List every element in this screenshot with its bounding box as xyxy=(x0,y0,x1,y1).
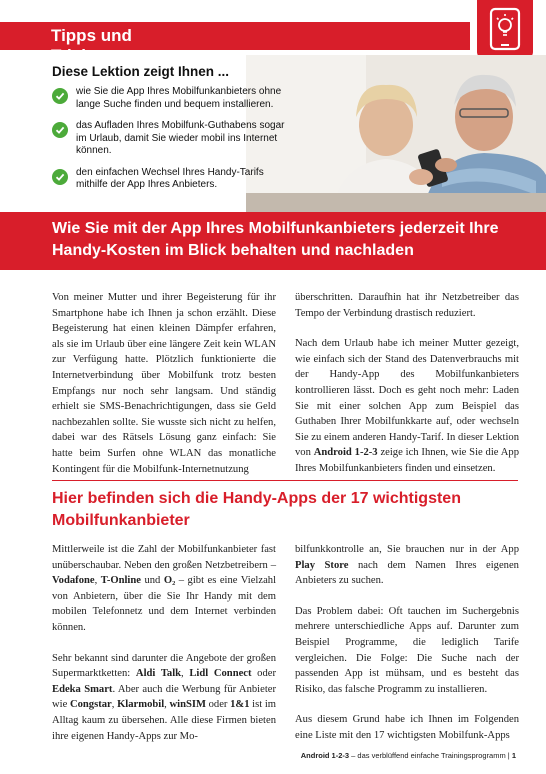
smartphone-lightbulb-icon xyxy=(489,7,521,51)
text-run: Mittlerweile ist die Zahl der Mobilfunkanbieter fast unüberschaubar. Neben den großen Netzbetreibern – xyxy=(52,544,276,571)
app-name: Play Store xyxy=(295,559,349,571)
section2-paragraph xyxy=(52,651,276,745)
provider-name: Edeka Smart xyxy=(52,683,113,695)
section-divider xyxy=(52,480,518,481)
text-run: und xyxy=(140,575,164,587)
text-run: nach dem Namen Ihres eigenen Anbieters zu suchen. xyxy=(295,559,519,587)
text-run: , xyxy=(164,699,170,711)
lesson-list xyxy=(52,86,292,192)
list-item-text: den einfachen Wechsel Ihres Handy-Tarifs mithilfe der App Ihres Anbieters. xyxy=(76,166,264,190)
text-run: zeige ich Ihnen, wie Sie die App Ihres Mobilfunkanbieters finden und einsetzen. xyxy=(295,447,520,474)
text-run: . Aber auch die Werbung für Anbieter wie xyxy=(52,683,276,711)
provider-name: Congstar xyxy=(69,699,112,711)
text-run: Sehr bekannt sind darunter die Angebote der großen Supermarktketten: xyxy=(52,652,276,680)
article1-right-column xyxy=(295,290,519,492)
checkmark-icon xyxy=(52,122,68,138)
list-item xyxy=(52,120,292,158)
lesson-heading: Diese Lektion zeigt Ihnen ... xyxy=(52,64,230,79)
article1-left-column xyxy=(52,290,276,492)
text-run: oder xyxy=(251,668,277,680)
article-headline: Wie Sie mit der App Ihres Mobilfunkanbieters jederzeit Ihre Handy-Kosten im Blick behalten und nachladen xyxy=(0,212,546,270)
product-name: Android 1-2-3 xyxy=(313,447,378,459)
footer-tagline: – das verblüffend einfache Trainingsprogramm xyxy=(349,751,506,760)
checkmark-icon xyxy=(52,169,68,185)
provider-name: Aldi Talk xyxy=(135,668,182,680)
page-number: 1 xyxy=(511,751,516,760)
list-item xyxy=(52,167,292,192)
section2-heading: Hier befinden sich die Handy-Apps der 17 wichtigsten Mobilfunkanbieter xyxy=(52,490,461,529)
list-item-text: wie Sie die App Ihres Mobilfunkanbieters ohne lange Suche finden und bequem installieren. xyxy=(76,86,282,110)
article1-paragraph xyxy=(295,336,519,476)
text-run: – gibt es eine Vielzahl von Anbietern, über die Sie Ihr Handy mit dem mobilen Telefonnetz und dem Internet verbinden können. xyxy=(52,575,277,633)
footer-separator: | xyxy=(505,751,512,760)
section2-right-column xyxy=(295,542,519,759)
list-item-text: das Aufladen Ihres Mobilfunk-Guthabens sogar im Urlaub, damit Sie wieder mobil ins Internet können. xyxy=(76,120,285,156)
article1-paragraph: Von meiner Mutter und ihrer Begeisterung für ihr Smartphone habe ich Ihnen ja schon erzählt. Diese Begeisterung hat einen kleinen Dämpfer erfahren, als sie im Urlaub über eine längere Zeit kein WLAN zur Verfügung hatte. Plötzlich funktionierte die Internetverbindung über Mobilfunk trotz besten Empfangs nur noch sehr langsam. Und ständig erhielt sie SMS-Benachrichtigungen, dass sie Geld nachbezahlen sollte. Sie wusste sich nicht zu helfen, dabei war des Rätsels Lösung ganz einfach: Sie hatte beim Surfen ohne WLAN das monatliche Kontingent für die Mobilfunk-Internetnutzung xyxy=(52,292,276,475)
tip-icon-box xyxy=(477,0,533,58)
provider-name: 1&1 xyxy=(230,699,250,711)
provider-name: Vodafone xyxy=(52,575,95,587)
text-run: ist im Alltag kaum zu übersehen. Alle diese Firmen bieten ihre eigenen Handy-Apps zur Mo- xyxy=(52,699,277,742)
section2-paragraph: Aus diesem Grund habe ich Ihnen im Folgenden eine Liste mit den 17 wichtigsten Mobilfunk-Apps xyxy=(295,714,519,741)
top-bar xyxy=(0,0,546,65)
provider-name: O₂ xyxy=(163,575,176,587)
lesson-summary xyxy=(52,64,292,201)
section-tab: Tipps und Tricks xyxy=(0,22,178,50)
provider-name: T-Online xyxy=(100,575,141,587)
text-run: oder xyxy=(205,699,231,711)
page-footer xyxy=(0,751,516,760)
text-run: , xyxy=(94,575,101,587)
list-item xyxy=(52,86,292,111)
checkmark-icon xyxy=(52,88,68,104)
text-run: , xyxy=(181,668,190,680)
provider-name: Klarmobil xyxy=(117,699,165,711)
article1-paragraph: überschritten. Daraufhin hat ihr Netzbetreiber das Tempo der Verbindung drastisch reduziert. xyxy=(295,292,519,319)
footer-product: Android 1-2-3 xyxy=(300,751,350,760)
text-run: , xyxy=(111,699,118,711)
provider-name: Lidl Connect xyxy=(189,668,252,680)
provider-name: winSIM xyxy=(169,699,206,711)
section2-left-column xyxy=(52,542,276,759)
section2-paragraph xyxy=(52,542,276,636)
section2-paragraph xyxy=(295,542,519,589)
text-run: bilfunkkontrolle an, Sie brauchen nur in der App xyxy=(295,544,519,555)
text-run: Nach dem Urlaub habe ich meiner Mutter gezeigt, wie einfach sich der Stand des Datenverbrauchs mit der Handy-App des Mobilfunkanbieters kontrollieren lässt. Doch es geht noch mehr: Laden Sie mit einer solchen App zum Beispiel das Guthaben Ihrer Mobilfunkkarte auf, oder wechseln Sie zu einem anderen Handy-Tarif. In dieser Lektion von xyxy=(295,338,519,459)
section2-paragraph: Das Problem dabei: Oft tauchen im Suchergebnis mehrere unterschiedliche Apps auf. Darunter zum Beispiel Programme, die lediglich Tarife vergleichen. Die Folge: Die Suche nach der passenden App ist mühsam, und es besteht das Risiko, das falsche Programm zu installieren. xyxy=(295,605,519,695)
